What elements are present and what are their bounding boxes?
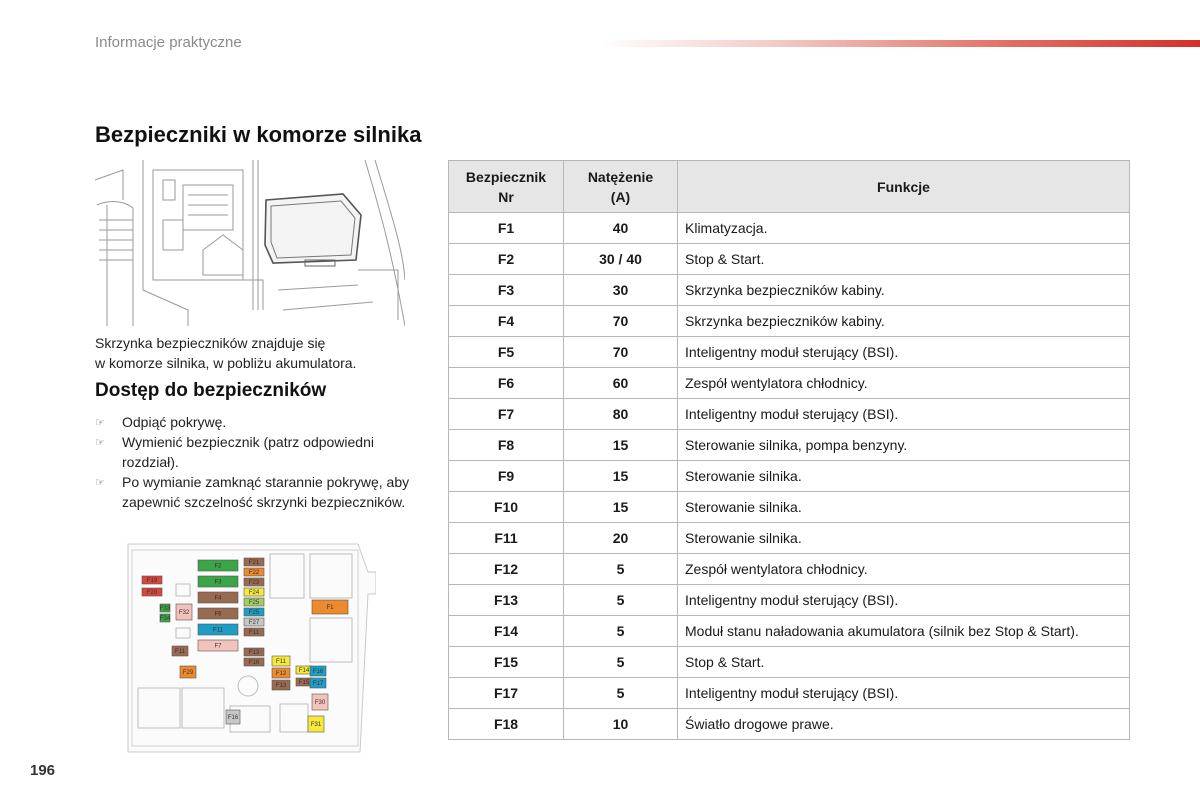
header-fuse-line2: Nr — [498, 188, 514, 205]
fuse-slot — [296, 678, 312, 686]
amperage-cell: 80 — [564, 399, 678, 430]
amperage-cell: 5 — [564, 585, 678, 616]
fuse-slot — [198, 592, 238, 603]
step-text: Odpiąć pokrywę. — [122, 414, 227, 430]
table-row — [449, 647, 1130, 678]
table-row — [449, 616, 1130, 647]
amperage-cell: 30 — [564, 275, 678, 306]
amperage-cell: 70 — [564, 306, 678, 337]
fuse-number-cell: F10 — [449, 492, 564, 523]
fuse-label: F2 — [214, 563, 222, 570]
fuse-slot — [310, 666, 326, 676]
page-number: 196 — [30, 762, 56, 779]
fuse-slot — [244, 588, 264, 596]
function-cell: Zespół wentylatora chłodnicy. — [678, 554, 1130, 585]
amperage-cell: 40 — [564, 213, 678, 244]
pointing-hand-icon: ☞ — [95, 417, 105, 429]
fuse-label: F25 — [248, 610, 260, 616]
fuse-label: F29 — [182, 670, 194, 676]
fuse-number-cell: F13 — [449, 585, 564, 616]
function-cell: Inteligentny moduł sterujący (BSI). — [678, 678, 1130, 709]
fuse-slot — [198, 560, 238, 571]
fuse-label: F22 — [248, 570, 260, 576]
fuse-label: F11 — [175, 649, 185, 655]
fuse-slot — [244, 568, 264, 576]
fuse-slot — [272, 656, 290, 666]
access-heading: Dostęp do bezpieczników — [95, 380, 327, 401]
table-row — [449, 213, 1130, 244]
fuse-slot — [312, 600, 348, 614]
fuse-label: F15 — [298, 680, 310, 686]
fuse-label: F32 — [178, 610, 190, 616]
function-cell: Skrzynka bezpieczników kabiny. — [678, 306, 1130, 337]
fuse-label: F16 — [248, 660, 260, 666]
function-cell: Inteligentny moduł sterujący (BSI). — [678, 399, 1130, 430]
fuse-number-cell: F12 — [449, 554, 564, 585]
step-text: Wymienić bezpiecznik (patrz odpowiedni rozdział). — [122, 434, 374, 470]
access-step — [95, 472, 425, 512]
fuse-label: F13 — [275, 683, 287, 689]
amperage-cell: 5 — [564, 678, 678, 709]
fuse-label: F16 — [312, 669, 324, 675]
fuse-label: F6 — [214, 611, 222, 618]
fuse-slot — [244, 648, 264, 656]
fuse-label: F11 — [213, 627, 223, 634]
function-cell: Światło drogowe prawe. — [678, 709, 1130, 740]
access-step — [95, 432, 425, 472]
header-fuse-number — [449, 161, 564, 213]
fuse-label: F24 — [248, 590, 260, 596]
header-amp-line1: Natężenie — [587, 168, 654, 185]
fuse-slot — [244, 608, 264, 616]
header-amp-line2: (A) — [610, 188, 631, 205]
function-cell: Sterowanie silnika. — [678, 492, 1130, 523]
pointing-hand-icon: ☞ — [95, 437, 105, 449]
page-title: Bezpieczniki w komorze silnika — [95, 122, 422, 147]
fuse-slot — [198, 640, 238, 651]
fuse-label: F16 — [227, 715, 239, 721]
fuse-slot — [172, 646, 188, 656]
function-cell: Skrzynka bezpieczników kabiny. — [678, 275, 1130, 306]
fuse-label: F11 — [276, 659, 286, 665]
fuse-slot — [244, 618, 264, 626]
header-accent-bar — [600, 40, 1200, 47]
fuse-slot — [272, 668, 290, 678]
fuse-slot — [198, 624, 238, 635]
running-header: Informacje praktyczne — [95, 34, 242, 51]
fuse-label: F23 — [248, 580, 260, 586]
fuse-slot — [198, 608, 238, 619]
fuse-table — [448, 160, 1130, 740]
fuse-label: F4 — [214, 595, 222, 602]
function-cell: Inteligentny moduł sterujący (BSI). — [678, 337, 1130, 368]
header-functions: Funkcje — [678, 161, 1130, 213]
fuse-label: F13 — [248, 650, 260, 656]
function-cell: Zespół wentylatora chłodnicy. — [678, 368, 1130, 399]
access-steps-list — [95, 412, 425, 512]
fuse-number-cell: F11 — [449, 523, 564, 554]
pointing-hand-icon: ☞ — [95, 477, 105, 489]
fusebox-location-caption — [95, 333, 415, 373]
table-row — [449, 430, 1130, 461]
fuse-number-cell: F8 — [449, 430, 564, 461]
table-row — [449, 585, 1130, 616]
fuse-label: F21 — [248, 560, 260, 566]
table-row — [449, 678, 1130, 709]
fuse-label: F3 — [214, 579, 222, 586]
caption-line-2: w komorze silnika, w pobliżu akumulatora. — [95, 355, 357, 371]
fuse-slot — [308, 716, 324, 732]
table-row — [449, 244, 1130, 275]
table-row — [449, 554, 1130, 585]
fuse-slot — [142, 588, 162, 596]
function-cell: Sterowanie silnika. — [678, 523, 1130, 554]
fuse-slot — [244, 558, 264, 566]
fuse-label: F17 — [312, 681, 324, 687]
fuse-label: F19 — [146, 578, 158, 584]
table-row — [449, 306, 1130, 337]
fuse-label: F30 — [314, 700, 326, 706]
function-cell: Sterowanie silnika, pompa benzyny. — [678, 430, 1130, 461]
amperage-cell: 30 / 40 — [564, 244, 678, 275]
fuse-label: F14 — [298, 668, 310, 674]
table-header-row — [449, 161, 1130, 213]
fuse-label: F20 — [146, 590, 158, 596]
amperage-cell: 15 — [564, 492, 678, 523]
fuse-slot — [244, 578, 264, 586]
function-cell: Stop & Start. — [678, 647, 1130, 678]
fuse-number-cell: F9 — [449, 461, 564, 492]
function-cell: Moduł stanu naładowania akumulatora (silnik bez Stop & Start). — [678, 616, 1130, 647]
fuse-slot — [312, 694, 328, 710]
function-cell: Sterowanie silnika. — [678, 461, 1130, 492]
table-row — [449, 709, 1130, 740]
fuse-number-cell: F4 — [449, 306, 564, 337]
fuse-number-cell: F5 — [449, 337, 564, 368]
table-row — [449, 337, 1130, 368]
fuse-slot — [310, 678, 326, 688]
table-row — [449, 368, 1130, 399]
table-row — [449, 399, 1130, 430]
fuse-number-cell: F7 — [449, 399, 564, 430]
fuse-slot — [244, 628, 264, 636]
fuse-slot — [244, 598, 264, 606]
table-row — [449, 461, 1130, 492]
fuse-slot — [142, 576, 162, 584]
fuse-label: F12 — [275, 671, 287, 677]
engine-compartment-illustration — [93, 160, 405, 326]
caption-line-1: Skrzynka bezpieczników znajduje się — [95, 335, 326, 351]
amperage-cell: 5 — [564, 616, 678, 647]
fuse-label: F27 — [248, 620, 260, 626]
table-row — [449, 275, 1130, 306]
fuse-slot — [244, 658, 264, 666]
amperage-cell: 20 — [564, 523, 678, 554]
fuse-label: F34 — [159, 616, 171, 622]
fuse-slot — [272, 680, 290, 690]
fuse-label: F7 — [214, 643, 222, 650]
fuse-slot — [198, 576, 238, 587]
fuse-label: F31 — [310, 722, 322, 728]
fuse-slot — [160, 604, 171, 612]
fuse-slot — [296, 666, 312, 674]
fuse-number-cell: F18 — [449, 709, 564, 740]
amperage-cell: 5 — [564, 554, 678, 585]
table-row — [449, 492, 1130, 523]
header-amperage — [564, 161, 678, 213]
fuse-number-cell: F17 — [449, 678, 564, 709]
access-step — [95, 412, 425, 432]
fuse-label: F1 — [326, 605, 334, 611]
fusebox-diagram — [120, 542, 376, 754]
fuse-label: F25 — [248, 600, 260, 606]
fuse-number-cell: F15 — [449, 647, 564, 678]
fuse-slot — [226, 710, 240, 724]
amperage-cell: 60 — [564, 368, 678, 399]
fuse-number-cell: F2 — [449, 244, 564, 275]
fuse-slot — [160, 614, 171, 622]
function-cell: Inteligentny moduł sterujący (BSI). — [678, 585, 1130, 616]
fuse-number-cell: F6 — [449, 368, 564, 399]
fuse-number-cell: F1 — [449, 213, 564, 244]
amperage-cell: 15 — [564, 430, 678, 461]
table-row — [449, 523, 1130, 554]
amperage-cell: 70 — [564, 337, 678, 368]
header-fuse-line1: Bezpiecznik — [465, 168, 547, 185]
fuse-slot — [180, 666, 196, 678]
amperage-cell: 5 — [564, 647, 678, 678]
fuse-label: F33 — [159, 606, 171, 612]
fuse-number-cell: F14 — [449, 616, 564, 647]
fuse-label: F11 — [249, 630, 259, 636]
fuse-number-cell: F3 — [449, 275, 564, 306]
amperage-cell: 10 — [564, 709, 678, 740]
function-cell: Stop & Start. — [678, 244, 1130, 275]
amperage-cell: 15 — [564, 461, 678, 492]
fuse-slot — [176, 604, 192, 620]
step-text: Po wymianie zamknąć starannie pokrywę, aby zapewnić szczelność skrzynki bezpieczników. — [122, 474, 410, 510]
function-cell: Klimatyzacja. — [678, 213, 1130, 244]
